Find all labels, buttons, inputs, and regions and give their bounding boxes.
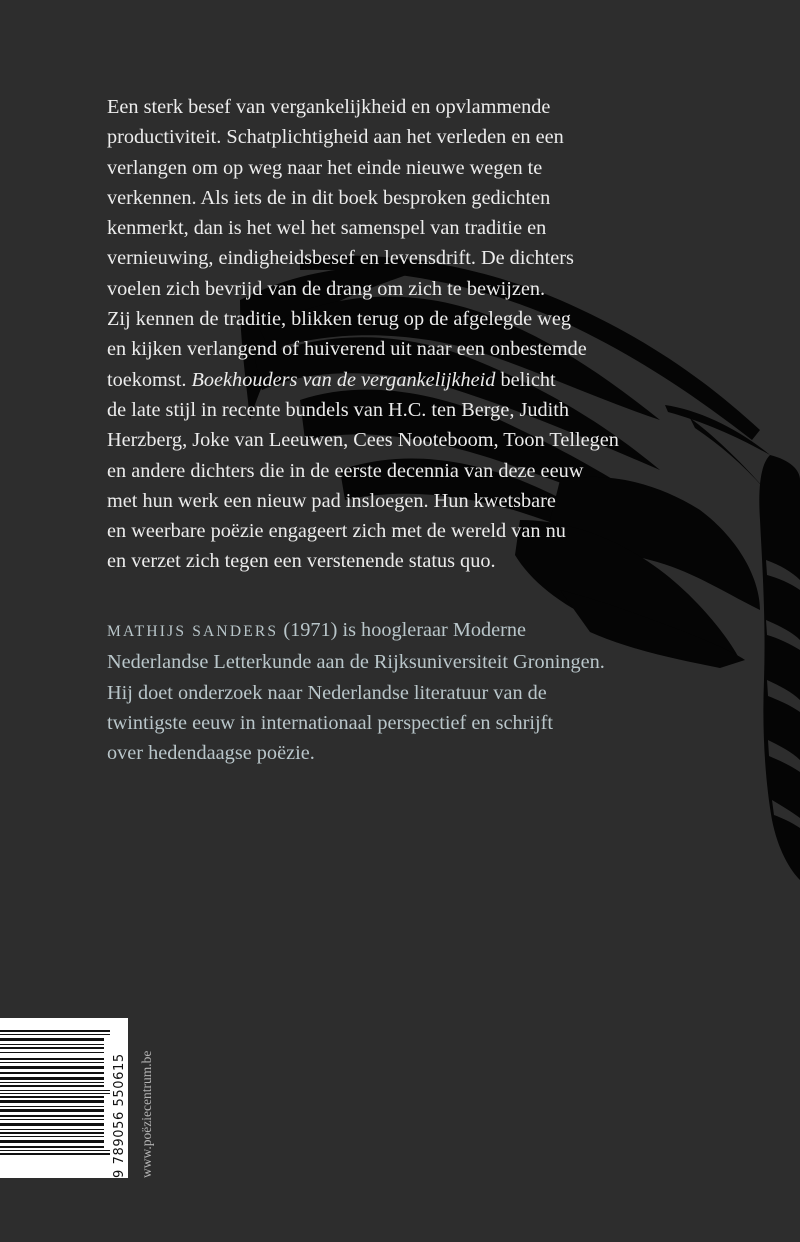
blurb-line: productiviteit. Schatplichtigheid aan het verleden en een <box>107 126 564 149</box>
blurb-line: en verzet zich tegen een verstenende status quo. <box>107 550 496 573</box>
blurb-text: belicht <box>495 368 556 391</box>
blurb-line: Een sterk besef van vergankelijkheid en opvlammende <box>107 96 551 118</box>
author-name: MATHIJS SANDERS <box>107 623 279 640</box>
blurb-line: verkennen. Als iets de in dit boek besproken gedichten <box>107 186 551 209</box>
blurb-line: en andere dichters die in de eerste decennia van deze eeuw <box>107 459 584 482</box>
barcode-bars-icon <box>0 1018 128 1178</box>
bio-line: twintigste eeuw in internationaal perspectief en schrijft <box>107 711 554 734</box>
author-bio <box>107 615 727 768</box>
bio-line: Hij doet onderzoek naar Nederlandse literatuur van de <box>107 681 547 704</box>
blurb-line: en weerbare poëzie engageert zich met de wereld van nu <box>107 520 566 543</box>
blurb-line: vernieuwing, eindigheidsbesef en levensdrift. De dichters <box>107 247 574 270</box>
bio-line <box>107 615 727 647</box>
isbn-number: 9 789056 550615 <box>112 1053 127 1178</box>
isbn-barcode <box>0 1018 128 1178</box>
bio-line: Nederlandse Letterkunde aan de Rijksuniversiteit Groningen. <box>107 651 605 674</box>
blurb-line: Zij kennen de traditie, blikken terug op de afgelegde weg <box>107 308 572 331</box>
blurb-line: verlangen om op weg naar het einde nieuwe wegen te <box>107 156 543 179</box>
blurb-line: de late stijl in recente bundels van H.C. ten Berge, Judith <box>107 398 570 421</box>
blurb-line: en kijken verlangend of huiverend uit naar een onbestemde <box>107 338 587 361</box>
bio-line: over hedendaagse poëzie. <box>107 742 315 765</box>
blurb-line: kenmerkt, dan is het wel het samenspel van traditie en <box>107 217 547 240</box>
blurb-line: met hun werk een nieuw pad insloegen. Hun kwetsbare <box>107 489 556 512</box>
publisher-website: www.poëziecentrum.be <box>139 1050 154 1178</box>
blurb-text: toekomst. <box>107 368 192 391</box>
bio-text: (1971) is hoogleraar Moderne <box>278 619 527 641</box>
blurb-line: voelen zich bevrijd van de drang om zich te bewijzen. <box>107 277 546 300</box>
blurb-line: Herzberg, Joke van Leeuwen, Cees Nooteboom, Toon Tellegen <box>107 429 619 452</box>
blurb-line-with-title <box>107 365 667 395</box>
book-title: Boekhouders van de vergankelijkheid <box>191 368 496 391</box>
back-cover-blurb <box>107 92 667 577</box>
